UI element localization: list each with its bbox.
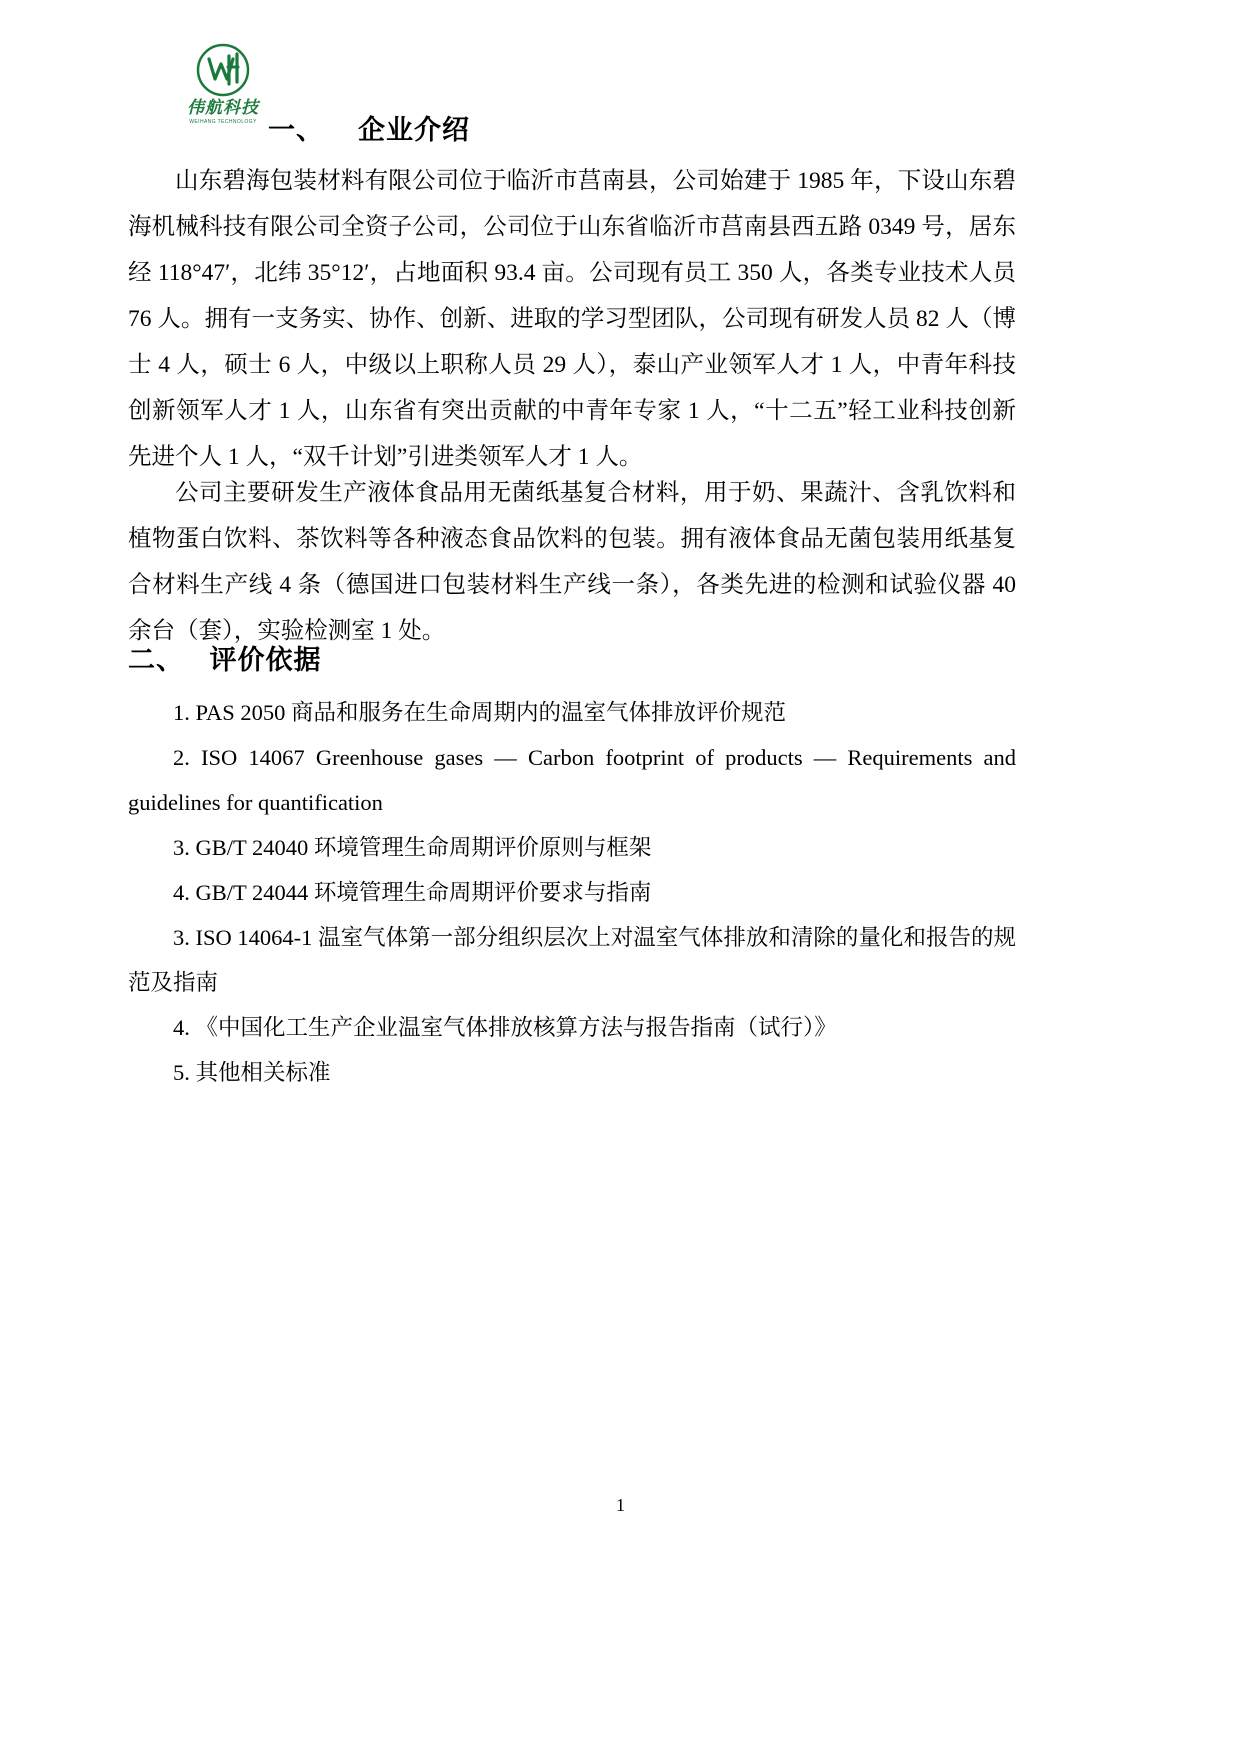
logo-name-cn: 伟航科技 <box>187 98 259 117</box>
list-item: 5. 其他相关标准 <box>173 1060 331 1085</box>
list-item: 3. GB/T 24040 环境管理生命周期评价原则与框架 <box>173 835 652 860</box>
list-item: 4. 《中国化工生产企业温室气体排放核算方法与报告指南（试行）》 <box>173 1015 837 1040</box>
company-logo <box>180 42 266 124</box>
list-item: 3. ISO 14064-1 温室气体第一部分组织层次上对温室气体排放和清除的量化和报告的规范及指南 <box>128 925 1016 995</box>
page-number: 1 <box>616 1495 625 1515</box>
logo-name-en: WEIHANG TECHNOLOGY <box>189 119 257 125</box>
section-2-number: 二、 <box>128 645 184 675</box>
section-1-title: 企业介绍 <box>358 115 471 145</box>
section-1-spacer <box>324 115 358 145</box>
list-item: 4. GB/T 24044 环境管理生命周期评价要求与指南 <box>173 880 652 905</box>
section-heading-1 <box>268 110 470 150</box>
company-intro-paragraph-2: 公司主要研发生产液体食品用无菌纸基复合材料，用于奶、果蔬汁、含乳饮料和植物蛋白饮料、茶饮料等各种液态食品饮料的包装。拥有液体食品无菌包装用纸基复合材料生产线 4 条（德国进口包装材料生产线一条），各类先进的检测和试验仪器 40 余台（套），实验检测室 1 处。 <box>128 480 1016 644</box>
section-2-title: 评价依据 <box>209 645 322 675</box>
section-1-number: 一、 <box>268 115 324 145</box>
logo-monogram-icon <box>195 42 251 98</box>
section-heading-2 <box>128 640 322 680</box>
list-item: 2. ISO 14067 Greenhouse gases — Carbon footprint of products — Requirements and guidelines for quantification <box>128 745 1016 815</box>
list-item: 1. PAS 2050 商品和服务在生命周期内的温室气体排放评价规范 <box>173 700 786 725</box>
section-2-spacer <box>184 645 210 675</box>
criteria-list <box>128 690 1016 1095</box>
company-intro-paragraph-1: 山东碧海包装材料有限公司位于临沂市莒南县，公司始建于 1985 年，下设山东碧海机械科技有限公司全资子公司，公司位于山东省临沂市莒南县西五路 0349 号，居东经 118°47′，北纬 35°12′，占地面积 93.4 亩。公司现有员工 350 人，各类专业技术人员 76 人。拥有一支务实、协作、创新、进取的学习型团队，公司现有研发人员 82 人（博士 4 人，硕士 6 人，中级以上职称人员 29 人），泰山产业领军人才 1 人，中青年科技创新领军人才 1 人，山东省有突出贡献的中青年专家 1 人，“十二五”轻工业科技创新先进个人 1 人，“双千计划”引进类领军人才 1 人。 <box>128 168 1016 470</box>
